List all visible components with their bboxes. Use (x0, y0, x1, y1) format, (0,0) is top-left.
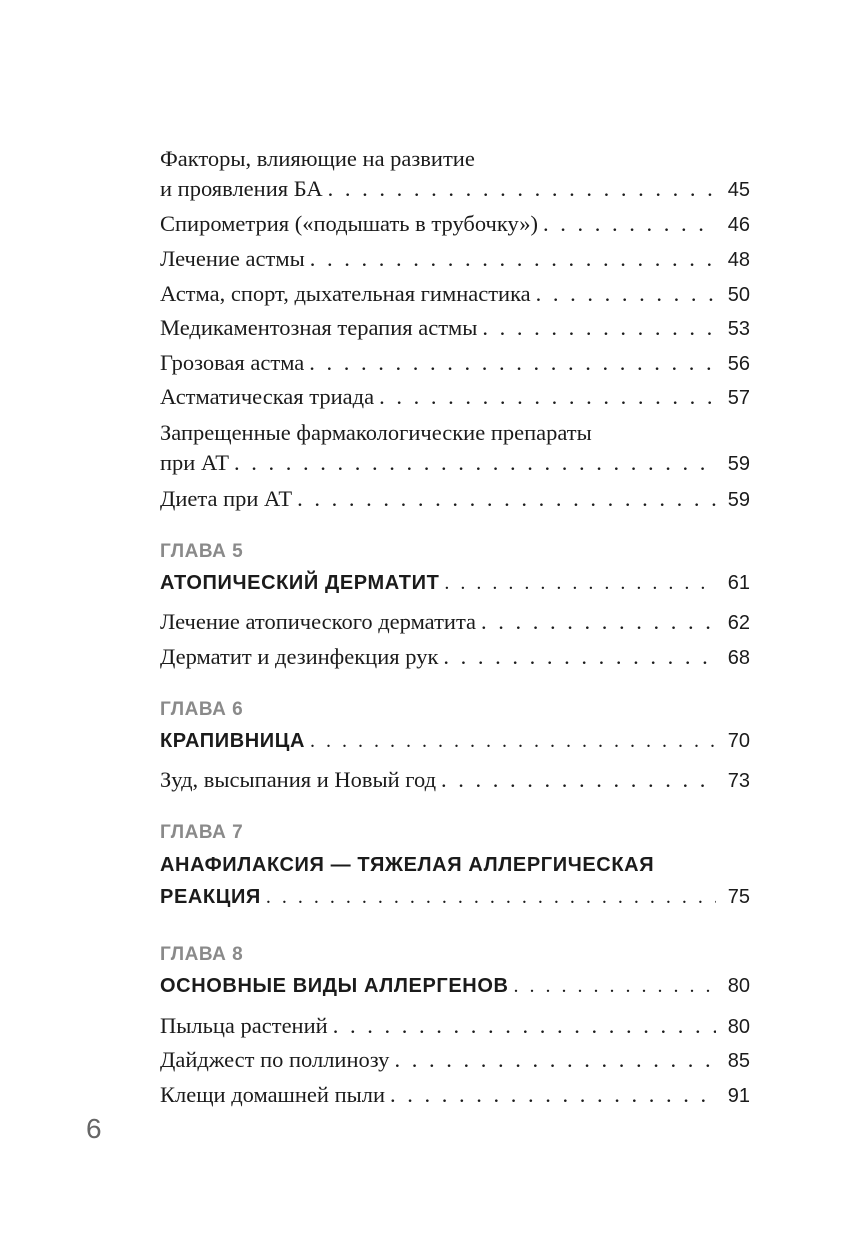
toc-entry-title: Астма, спорт, дыхательная гимнастика (160, 281, 531, 306)
toc-entry-title-line1: Факторы, влияющие на развитие (160, 146, 475, 171)
toc-entry (160, 607, 750, 637)
leader-dots (328, 174, 716, 204)
toc-entry (160, 144, 750, 204)
chapter-page: 61 (727, 572, 750, 594)
toc-entry-title: Лечение астмы (160, 246, 305, 271)
toc-entry-title: при АТ (160, 450, 229, 475)
leader-dots (266, 882, 716, 912)
toc-entry-title-line1: Запрещенные фармакологические препараты (160, 420, 592, 445)
leader-dots (514, 971, 716, 1001)
chapter-title-text: АТОПИЧЕСКИЙ ДЕРМАТИТ (160, 572, 440, 594)
toc-entry-page: 57 (727, 387, 750, 409)
chapter-title-text: КРАПИВНИЦА (160, 730, 306, 752)
toc-entry-title: Грозовая астма (160, 350, 305, 375)
toc-entry-page: 68 (727, 647, 750, 669)
toc-entry (160, 244, 750, 274)
chapter-label: ГЛАВА 7 (160, 822, 244, 843)
chapter-title-text: ОСНОВНЫЕ ВИДЫ АЛЛЕРГЕНОВ (160, 975, 509, 997)
leader-dots (444, 568, 716, 598)
toc-entry-title: Лечение атопического дерматита (160, 609, 477, 634)
toc-entry (160, 642, 750, 672)
leader-dots (443, 642, 716, 672)
toc-entry-title: Дерматит и дезинфекция рук (160, 644, 439, 669)
toc-entry (160, 209, 750, 239)
leader-dots (379, 382, 716, 412)
leader-dots (543, 209, 716, 239)
toc-entry-title: Астматическая триада (160, 384, 375, 409)
toc-entry-title: Зуд, высыпания и Новый год (160, 767, 437, 792)
toc-entry-title: Спирометрия («подышать в трубочку») (160, 211, 539, 236)
toc-entry-page: 53 (727, 318, 750, 340)
toc-entry-page: 50 (727, 284, 750, 306)
toc-entry-page: 56 (727, 353, 750, 375)
chapter-page: 70 (727, 730, 750, 752)
toc-entry-title: и проявления БА (160, 176, 323, 201)
leader-dots (234, 448, 716, 478)
toc-entry (160, 1011, 750, 1041)
toc-entry-page: 80 (727, 1016, 750, 1038)
leader-dots (309, 348, 716, 378)
toc-entry (160, 418, 750, 478)
toc-entry (160, 1045, 750, 1075)
leader-dots (310, 726, 716, 756)
chapter-label: ГЛАВА 8 (160, 944, 244, 965)
toc-entry (160, 279, 750, 309)
leader-dots (441, 765, 716, 795)
toc-entry (160, 484, 750, 514)
chapter-label: ГЛАВА 6 (160, 699, 244, 720)
chapter-title (160, 726, 750, 756)
toc-entry-page: 59 (727, 453, 750, 475)
leader-dots (310, 244, 716, 274)
chapter-label: ГЛАВА 5 (160, 541, 244, 562)
toc-entry (160, 765, 750, 795)
toc-entry-page: 73 (727, 770, 750, 792)
chapter-title-line1: АНАФИЛАКСИЯ — ТЯЖЕЛАЯ АЛЛЕРГИЧЕСКАЯ (160, 854, 655, 876)
chapter-title-text: РЕАКЦИЯ (160, 886, 261, 908)
leader-dots (297, 484, 716, 514)
chapter-page: 80 (727, 975, 750, 997)
toc-entry-page: 85 (727, 1050, 750, 1072)
toc-entry-title: Медикаментозная терапия астмы (160, 315, 478, 340)
toc-entry-page: 59 (727, 489, 750, 511)
toc-entry-title: Клещи домашней пыли (160, 1082, 385, 1107)
toc-entry-page: 48 (727, 249, 750, 271)
toc-entry (160, 1080, 750, 1110)
leader-dots (481, 607, 716, 637)
leader-dots (333, 1011, 716, 1041)
toc-entry-title: Дайджест по поллинозу (160, 1047, 390, 1072)
leader-dots (394, 1045, 716, 1075)
chapter-title (160, 568, 750, 598)
toc-entry-title: Пыльца растений (160, 1013, 328, 1038)
toc-entry-page: 46 (727, 214, 750, 236)
toc-entry-page: 45 (727, 179, 750, 201)
toc-entry-page: 62 (727, 612, 750, 634)
leader-dots (390, 1080, 716, 1110)
page-number: 6 (86, 1113, 102, 1144)
toc-entry (160, 382, 750, 412)
toc-entry-page: 91 (727, 1085, 750, 1107)
toc-entry (160, 348, 750, 378)
chapter-page: 75 (727, 886, 750, 908)
toc-entry-title: Диета при АТ (160, 486, 293, 511)
toc-entry (160, 313, 750, 343)
leader-dots (482, 313, 716, 343)
chapter-title (160, 850, 750, 912)
leader-dots (536, 279, 716, 309)
chapter-title (160, 971, 750, 1001)
